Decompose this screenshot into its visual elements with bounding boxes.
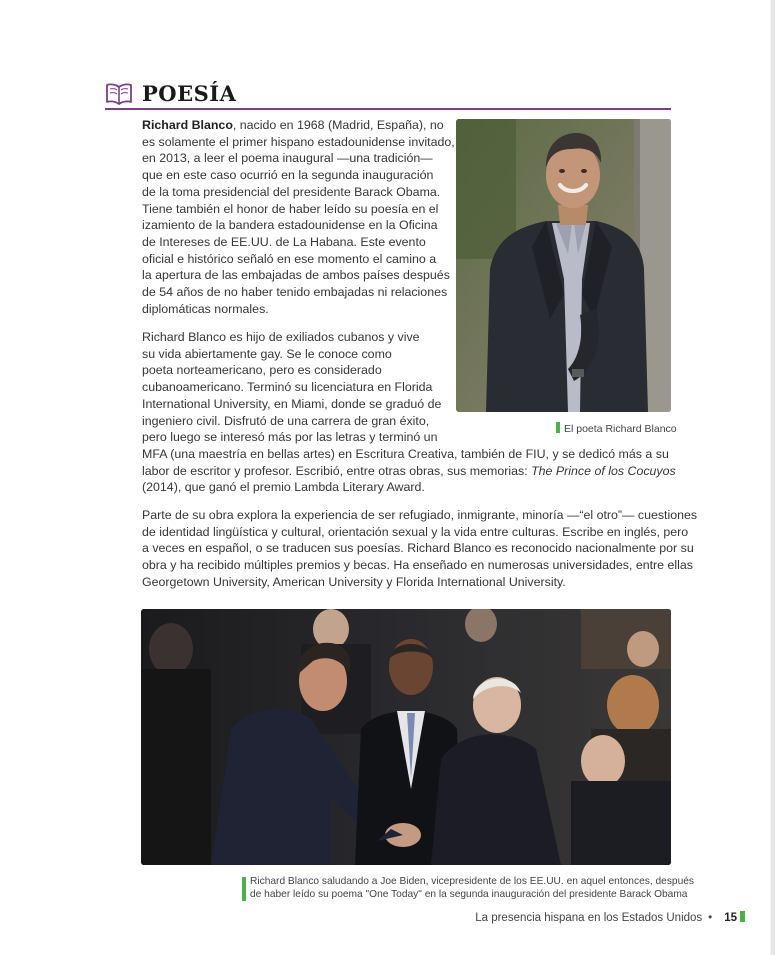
paragraph-work-line: Parte de su obra explora la experiencia de ser refugiado, inmigrante, minoría —“el otro”— cuestiones	[142, 508, 698, 522]
paragraph-biography-line: International University, en Miami, donde se graduó de	[142, 396, 442, 411]
caption-marker	[242, 877, 246, 901]
open-book-icon	[105, 83, 133, 105]
caption-line: de haber leído su poema "One Today" en la segunda inauguración del presidente Barack Obama	[250, 888, 688, 900]
caption-marker	[556, 422, 560, 433]
paragraph-biography-line: ingeniero civil. Disfrutó de una carrera de gran éxito,	[142, 413, 430, 428]
poet-portrait-photo	[456, 119, 671, 412]
paragraph-intro-line: que en este caso ocurrió en la segunda inauguración	[142, 168, 434, 183]
paragraph-biography-line: cubanoamericano. Terminó su licenciatura en Florida	[142, 380, 433, 395]
paragraph-work	[142, 507, 698, 591]
section-title: POESÍA	[142, 81, 237, 106]
paragraph-intro-line: diplomáticas normales.	[142, 301, 269, 316]
paragraph-work-line: obra y ha recibido múltiples premios y becas. Ha enseñado en numerosas universidades, entre ellas	[142, 558, 693, 573]
paragraph-intro-line: de la toma presidencial del presidente Barack Obama.	[142, 184, 441, 199]
footer-title: La presencia hispana en los Estados Unidos	[475, 912, 703, 924]
paragraph-biography-line: Richard Blanco es hijo de exiliados cubanos y vive	[142, 330, 420, 344]
paragraph-biography-line: (2014), que ganó el premio Lambda Literary Award.	[142, 480, 425, 495]
paragraph-biography-line: su vida abiertamente gay. Se le conoce como	[142, 346, 392, 361]
paragraph-intro-line: de 54 años de no haber tenido embajadas ni relaciones	[142, 285, 448, 300]
inauguration-photo	[141, 609, 671, 865]
inauguration-illustration	[141, 609, 671, 865]
paragraph-biography-line: MFA (una maestría en bellas artes) en Escritura Creativa, también de FIU, y se dedicó más a su	[142, 447, 669, 461]
paragraph-biography-line: labor de escritor y profesor. Escribió, entre otras obras, sus memorias: The Prince of los Cocuyos	[142, 463, 676, 478]
paragraph-intro	[142, 117, 455, 317]
footer-marker	[740, 911, 745, 922]
paragraph-intro-line: izamiento de la bandera estadounidense en la Oficina	[142, 218, 438, 233]
poet-name: Richard Blanco	[142, 118, 233, 132]
paragraph-intro-line: en 2013, a leer el poema inaugural —una tradición—	[142, 151, 433, 166]
paragraph-biography-cont	[142, 446, 676, 496]
page-number: 15	[724, 912, 737, 924]
page-edge-line	[770, 0, 771, 955]
paragraph-work-line: a veces en español, o se traducen sus poesías. Richard Blanco es reconocido nacionalmente por su	[142, 541, 694, 556]
portrait-caption: El poeta Richard Blanco	[556, 422, 677, 435]
page-footer	[475, 911, 745, 924]
poet-portrait-illustration	[456, 119, 671, 412]
section-heading	[105, 80, 671, 110]
paragraph-intro-line: es solamente el primer hispano estadounidense invitado,	[142, 134, 455, 149]
caption-line: Richard Blanco saludando a Joe Biden, vicepresidente de los EE.UU. en aquel entonces, después	[250, 876, 695, 887]
paragraph-intro-line: oficial e histórico señaló en ese momento el camino a	[142, 251, 437, 266]
paragraph-biography-line: pero luego se interesó más por las letras y terminó un	[142, 430, 438, 445]
paragraph-intro-line: la apertura de las embajadas de ambos países después	[142, 268, 450, 283]
page-edge	[771, 0, 775, 955]
paragraph-biography	[142, 329, 442, 446]
paragraph-work-line: de identidad lingüística y cultural, orientación sexual y la vida entre culturas. Escribe en inglés, pero	[142, 524, 689, 539]
book-title: The Prince of los Cocuyos	[531, 463, 676, 478]
footer-separator: •	[708, 912, 713, 924]
paragraph-intro-line: de Intereses de EE.UU. de La Habana. Este evento	[142, 234, 426, 249]
paragraph-intro-line: Richard Blanco, nacido en 1968 (Madrid, España), no	[142, 118, 444, 132]
paragraph-biography-line: poeta norteamericano, pero es considerado	[142, 363, 382, 378]
paragraph-intro-line: Tiene también el honor de haber leído su poesía en el	[142, 201, 439, 216]
paragraph-work-line: Georgetown University, American University y Florida International University.	[142, 574, 566, 589]
